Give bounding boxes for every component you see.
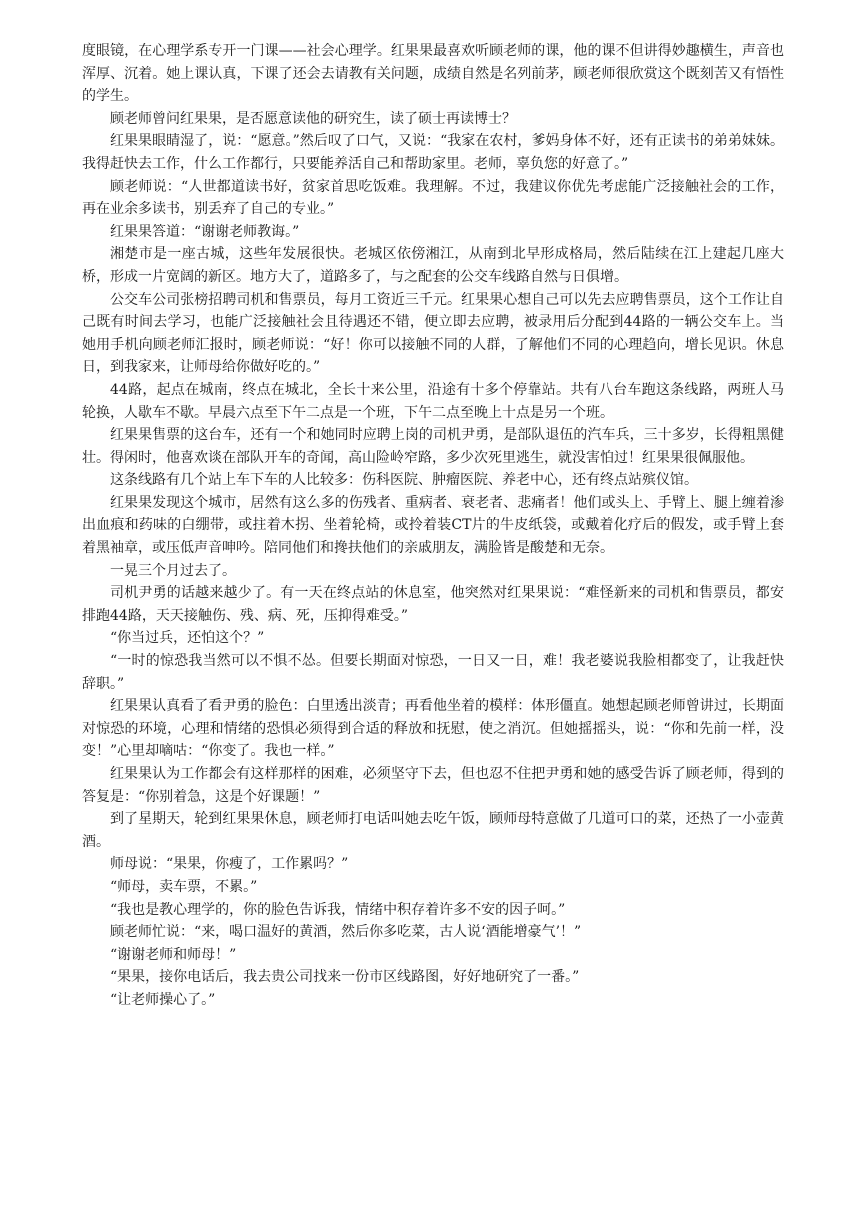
paragraph-10: 这条线路有几个站上车下车的人比较多：伤科医院、肿瘤医院、养老中心，还有终点站殡仪馆。 (110, 472, 698, 489)
paragraph-15: “一时的惊恐我当然可以不惧不怂。但要长期面对惊恐，一日又一日，难！我老婆说我脸相都变了，让我赶快辞职。” (82, 653, 784, 692)
document-page (82, 40, 784, 1012)
paragraph-9: 红果果售票的这台车，还有一个和她同时应聘上岗的司机尹勇，是部队退伍的汽车兵，三十多岁，长得粗黑健壮。得闲时，他喜欢谈在部队开车的奇闻，高山险岭窄路，多少次死里逃生，就没害怕过！红果果很佩服他。 (82, 427, 784, 466)
paragraph-14: “你当过兵，还怕这个？” (110, 630, 265, 647)
paragraph-1: 度眼镜，在心理学系专开一门课——社会心理学。红果果最喜欢听顾老师的课，他的课不但讲得妙趣横生，声音也浑厚、沉着。她上课认真，下课了还会去请教有关问题，成绩自然是名列前茅，顾老师很欣赏这个既刻苦又有悟性的学生。 (82, 43, 784, 105)
paragraph-6: 湘楚市是一座古城，这些年发展很快。老城区依傍湘江，从南到北早形成格局，然后陆续在江上建起几座大桥，形成一片宽阔的新区。地方大了，道路多了，与之配套的公交车线路自然与日俱增。 (82, 246, 784, 285)
paragraph-18: 到了星期天，轮到红果果休息，顾老师打电话叫她去吃午饭，顾师母特意做了几道可口的菜，还热了一小壶黄酒。 (82, 811, 784, 850)
paragraph-25: “让老师操心了。” (110, 991, 216, 1008)
paragraph-11: 红果果发现这个城市，居然有这么多的伤残者、重病者、衰老者、悲痛者！他们或头上、手臂上、腿上缠着渗出血痕和药味的白绷带，或拄着木拐、坐着轮椅，或拎着装CT片的牛皮纸袋，或戴着化疗后的假发，或手臂上套着黑袖章，或压低声音呻吟。陪同他们和搀扶他们的亲戚朋友，满脸皆是酸楚和无奈。 (82, 494, 784, 557)
paragraph-22: 顾老师忙说：“来，喝口温好的黄酒，然后你多吃菜，古人说‘酒能增豪气’！” (110, 924, 582, 941)
paragraph-21: “我也是教心理学的，你的脸色告诉我，情绪中积存着许多不安的因子呵。” (110, 901, 566, 918)
paragraph-12: 一晃三个月过去了。 (110, 562, 236, 579)
paragraph-20: “师母，卖车票，不累。” (110, 878, 258, 895)
paragraph-3: 红果果眼睛湿了，说：“愿意。”然后叹了口气，又说：“我家在农村，爹妈身体不好，还有正读书的弟弟妹妹。我得赶快去工作，什么工作都行，只要能养活自己和帮助家里。老师，辜负您的好意了。” (82, 133, 784, 172)
paragraph-13: 司机尹勇的话越来越少了。有一天在终点站的休息室，他突然对红果果说：“难怪新来的司机和售票员，都安排跑44路，天天接触伤、残、病、死，压抑得难受。” (82, 585, 784, 624)
paragraph-19: 师母说：“果果，你瘦了，工作累吗？” (110, 856, 349, 873)
paragraph-4: 顾老师说：“人世都道读书好，贫家首思吃饭难。我理解。不过，我建议你优先考虑能广泛接触社会的工作，再在业余多读书，别丢弃了自己的专业。” (82, 178, 784, 218)
paragraph-7: 公交车公司张榜招聘司机和售票员，每月工资近三千元。红果果心想自己可以先去应聘售票员，这个工作让自己既有时间去学习，也能广泛接触社会且待遇还不错，便立即去应聘，被录用后分配到44路的一辆公交车上。当她用手机向顾老师汇报时，顾老师说：“好！你可以接触不同的人群，了解他们不同的心理趋向，增长见识。休息日，到我家来，让师母给你做好吃的。” (82, 291, 784, 376)
paragraph-23: “谢谢老师和师母！” (110, 946, 237, 963)
paragraph-8: 44路，起点在城南，终点在城北，全长十来公里，沿途有十多个停靠站。共有八台车跑这条线路，两班人马轮换，人歇车不歇。早晨六点至下午二点是一个班，下午二点至晚上十点是另一个班。 (82, 381, 784, 421)
paragraph-24: “果果，接你电话后，我去贵公司找来一份市区线路图，好好地研究了一番。” (110, 969, 580, 986)
paragraph-5: 红果果答道：“谢谢老师教诲。” (110, 223, 300, 240)
paragraph-16: 红果果认真看了看尹勇的脸色：白里透出淡青；再看他坐着的模样：体形僵直。她想起顾老师曾讲过，长期面对惊恐的环境，心理和情绪的恐惧必须得到合适的释放和抚慰，使之消沉。但她摇摇头，说：“你和先前一样，没变！”心里却嘀咕：“你变了。我也一样。” (82, 698, 784, 760)
paragraph-17: 红果果认为工作都会有这样那样的困难，必须坚守下去，但也忍不住把尹勇和她的感受告诉了顾老师，得到的答复是：“你别着急，这是个好课题！” (82, 766, 784, 805)
paragraph-2: 顾老师曾问红果果，是否愿意读他的研究生，读了硕士再读博士？ (110, 110, 516, 127)
